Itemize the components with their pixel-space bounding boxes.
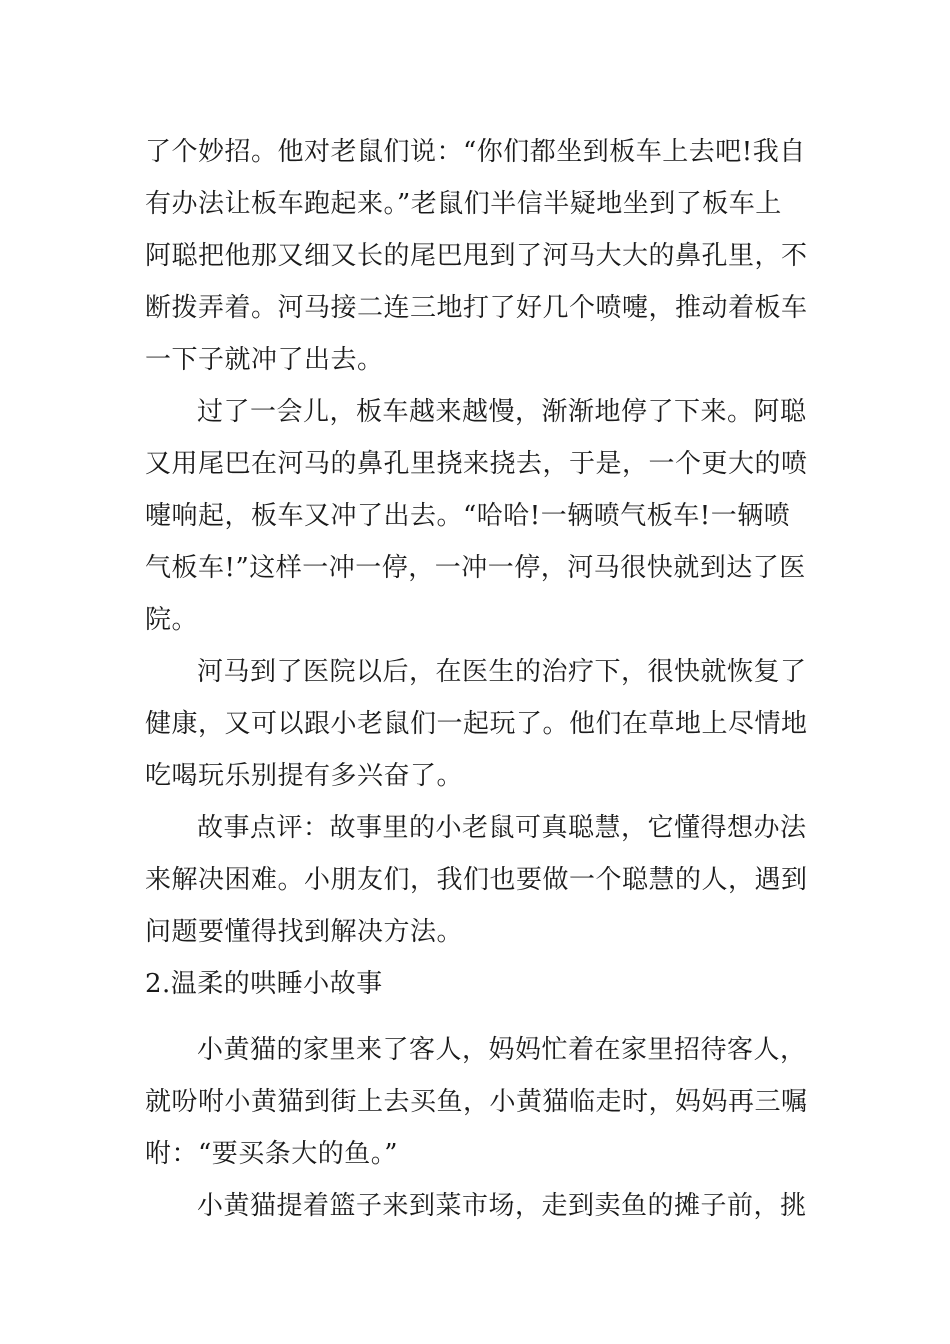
text-line: 故事点评：故事里的小老鼠可真聪慧，它懂得想办法: [197, 813, 807, 843]
text-line: 咐：“要买条大的鱼。”: [145, 1139, 399, 1169]
text-line: 有办法让板车跑起来。”老鼠们半信半疑地坐到了板车上: [145, 189, 782, 219]
text-line: 河马到了医院以后，在医生的治疗下，很快就恢复了: [197, 657, 807, 687]
text-line: 问题要懂得找到解决方法。: [145, 917, 464, 947]
text-line: 阿聪把他那又细又长的尾巴甩到了河马大大的鼻孔里，不: [145, 241, 808, 271]
text-line: 吃喝玩乐别提有多兴奋了。: [145, 761, 464, 791]
story-text-lower: [145, 1024, 807, 1232]
text-line: 气板车!”这样一冲一停，一冲一停，河马很快就到达了医: [145, 553, 806, 583]
text-line: 过了一会儿，板车越来越慢，渐渐地停了下来。阿聪: [197, 397, 807, 427]
text-line: 2.温柔的哄睡小故事: [145, 969, 383, 999]
text-line: 又用尾巴在河马的鼻孔里挠来挠去，于是，一个更大的喷: [145, 449, 808, 479]
text-line: 嚏响起，板车又冲了出去。“哈哈!一辆喷气板车!一辆喷: [145, 501, 791, 531]
text-line: 来解决困难。小朋友们，我们也要做一个聪慧的人，遇到: [145, 865, 808, 895]
text-line: 小黄猫提着篮子来到菜市场，走到卖鱼的摊子前，挑: [197, 1191, 807, 1221]
text-line: 一下子就冲了出去。: [145, 345, 384, 375]
text-line: 健康，又可以跟小老鼠们一起玩了。他们在草地上尽情地: [145, 709, 808, 739]
text-line: 小黄猫的家里来了客人，妈妈忙着在家里招待客人，: [197, 1035, 807, 1065]
text-line: 就吩咐小黄猫到街上去买鱼，小黄猫临走时，妈妈再三嘱: [145, 1087, 808, 1117]
text-line: 断拨弄着。河马接二连三地打了好几个喷嚏，推动着板车: [145, 293, 808, 323]
text-line: 了个妙招。他对老鼠们说：“你们都坐到板车上去吧!我自: [145, 137, 806, 167]
text-line: 院。: [145, 605, 199, 635]
story-text-upper: [145, 126, 807, 1010]
